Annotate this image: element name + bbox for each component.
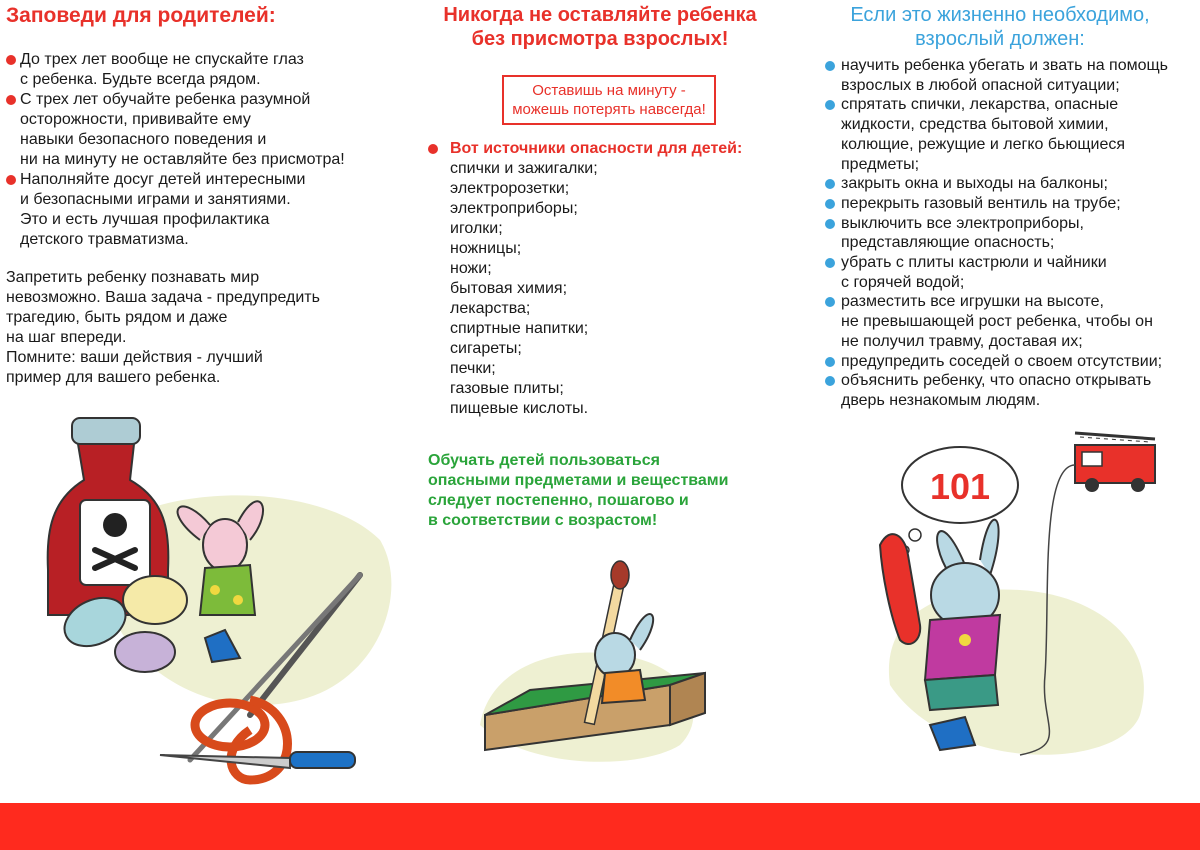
source-item: ножи; [450,260,492,277]
right-bullet-1-line-1: научить ребенка убегать и звать на помощь [841,57,1169,74]
source-item: пищевые кислоты. [450,400,589,417]
right-bullet-9-line-2: дверь незнакомым людям. [841,391,1041,409]
right-bullet-2-line-4: предметы; [841,155,920,173]
fire-truck-icon [1075,433,1155,492]
source-item: ножницы; [450,240,522,257]
left-bullet-1-line-1: До трех лет вообще не спускайте глаз [20,51,304,68]
right-bullet-8-line-1: предупредить соседей о своем отсутствии; [841,352,1163,370]
source-item: лекарства; [450,300,531,317]
bullet-dot [825,100,835,110]
bullet-dot [825,61,835,71]
source-item: спички и зажигалки; [450,160,598,177]
emergency-number: 101 [929,466,991,507]
bullet-dot [825,297,835,307]
source-item: газовые плиты; [450,380,564,397]
left-paragraph-line-2: невозможно. Ваша задача - предупредить [6,289,320,306]
bullet-dot [6,175,16,185]
right-bullet-6-line-2: с горячей водой; [841,273,965,291]
left-paragraph-line-4: на шаг впереди. [6,329,127,346]
bullet-dot [825,199,835,209]
sources-heading: Вот источники опасности для детей: [450,140,743,157]
bullet-dot [825,376,835,386]
middle-title-line-1: Никогда не оставляйте ребенка [443,4,757,26]
warning-box [502,75,716,125]
source-item: электроприборы; [450,200,578,217]
warning-line-1: Оставишь на минуту - [532,82,686,99]
green-note-line-3: следует постепенно, пошагово и [428,492,689,509]
left-paragraph-line-1: Запретить ребенку познавать мир [6,269,260,286]
middle-title-line-2: без присмотра взрослых! [471,28,729,50]
left-title: Заповеди для родителей: [6,4,276,27]
phone-handset-icon [880,534,920,644]
warning-line-2: можешь потерять навсегда! [512,101,706,118]
bullet-dot [825,179,835,189]
left-bullet-3-line-2: и безопасными играми и занятиями. [20,191,291,208]
right-bullet-5-line-2: представляющие опасность; [841,234,1055,252]
bottom-color-band [0,803,1200,850]
matchbox-illustration [470,555,710,765]
left-bullet-2-line-1: С трех лет обучайте ребенка разумной [20,91,311,108]
left-paragraph-line-5: Помните: ваши действия - лучший [6,349,263,366]
left-bullet-3-line-3: Это и есть лучшая профилактика [20,211,270,228]
left-bullet-3-line-4: детского травматизма. [20,231,189,248]
right-bullet-9-line-1: объяснить ребенку, что опасно открывать [841,372,1152,390]
green-note-line-4: в соответствии с возрастом! [428,512,658,529]
hazards-illustration [0,400,400,800]
green-note-line-1: Обучать детей пользоваться [428,452,660,469]
left-bullet-3-line-1: Наполняйте досуг детей интересными [20,171,306,188]
right-bullet-2-line-1: спрятать спички, лекарства, опасные [841,96,1119,114]
source-item: спиртные напитки; [450,320,589,337]
bullet-dot [428,144,438,154]
right-bullet-5-line-1: выключить все электроприборы, [841,214,1084,232]
bullet-dot [825,357,835,367]
source-item: иголки; [450,220,503,237]
source-item: сигареты; [450,340,522,357]
source-item: электророзетки; [450,180,570,197]
source-item: печки; [450,360,496,377]
right-bullet-4-line-1: перекрыть газовый вентиль на трубе; [841,194,1121,212]
left-bullet-2-line-3: навыки безопасного поведения и [20,131,267,148]
left-paragraph-line-3: трагедию, быть рядом и даже [6,309,228,326]
bullet-dot [6,95,16,105]
emergency-call-illustration [870,425,1190,785]
right-bullet-7-line-2: не превышающей рост ребенка, чтобы он [841,313,1153,331]
source-item: бытовая химия; [450,280,568,297]
right-bullet-7-line-1: разместить все игрушки на высоте, [841,293,1104,311]
right-bullet-6-line-1: убрать с плиты кастрюли и чайники [841,254,1107,271]
left-bullet-1-line-2: с ребенка. Будьте всегда рядом. [20,71,261,88]
green-note-line-2: опасными предметами и веществами [428,472,729,489]
left-bullet-2-line-4: ни на минуту не оставляйте без присмотра! [20,151,345,168]
pill-icon [123,576,187,624]
bullet-dot [825,258,835,268]
bullet-dot [825,219,835,229]
right-bullet-2-line-2: жидкости, средства бытовой химии, [841,116,1109,134]
right-title-line-2: взрослый должен: [915,28,1085,50]
left-paragraph-line-6: пример для вашего ребенка. [6,369,221,386]
bullet-dot [6,55,16,65]
right-title-line-1: Если это жизненно необходимо, [850,4,1150,26]
right-bullet-2-line-3: колющие, режущие и легко бьющиеся [841,135,1126,153]
right-bullet-1-line-2: взрослых в любой опасной ситуации; [841,76,1120,94]
right-bullet-7-line-3: не получил травму, доставая их; [841,332,1083,350]
left-bullet-2-line-2: осторожности, прививайте ему [20,111,251,128]
right-bullet-3-line-1: закрыть окна и выходы на балконы; [841,175,1108,193]
pill-icon [115,632,175,672]
